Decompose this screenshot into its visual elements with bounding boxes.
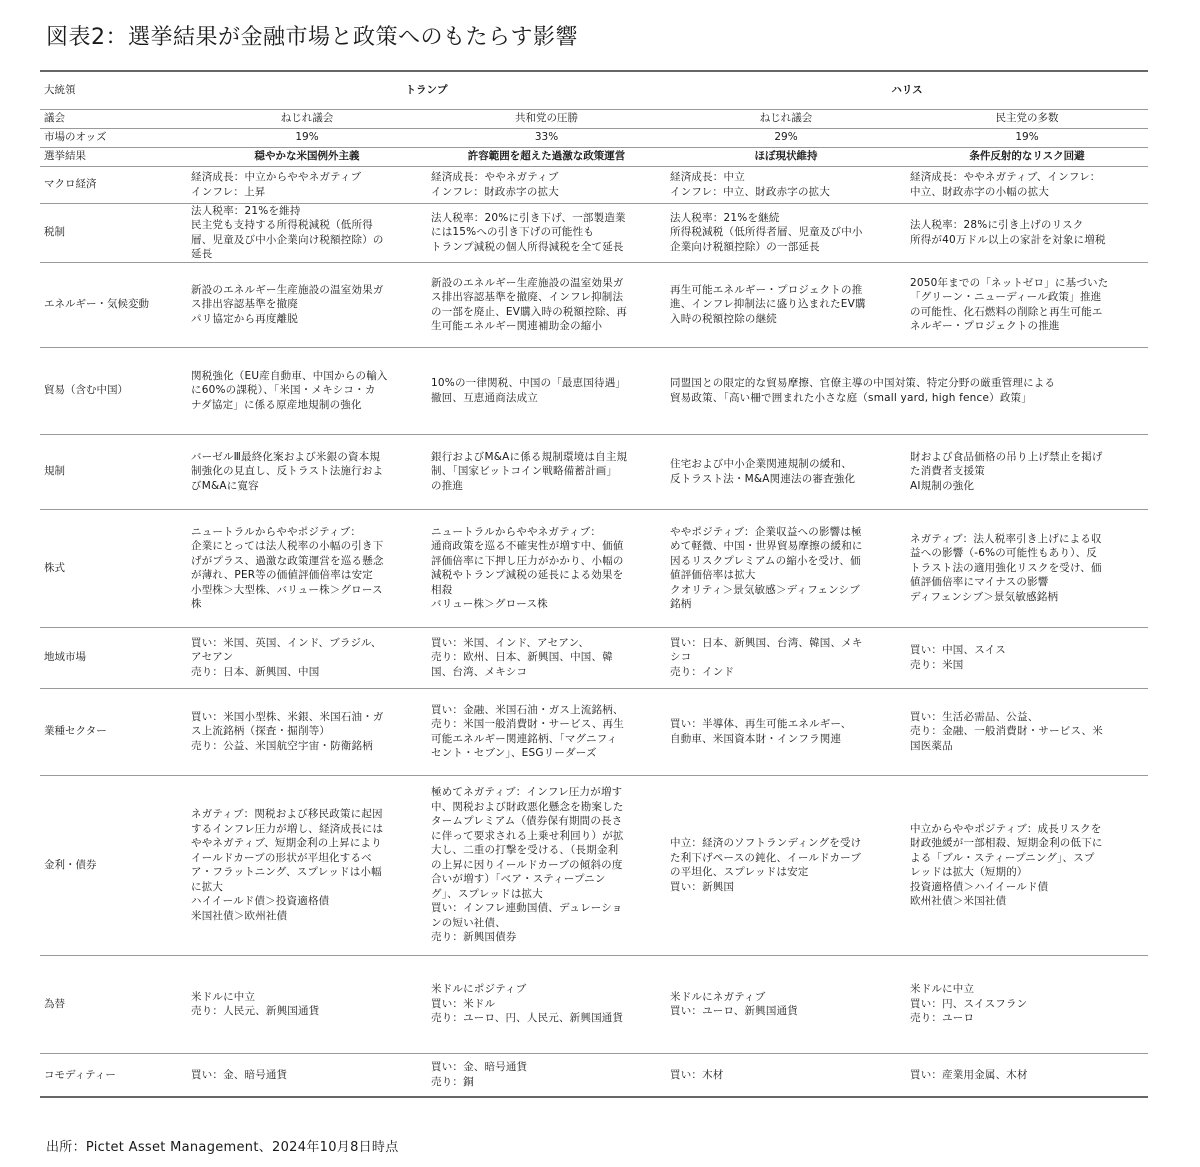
- table-cell: 買い：日本、新興国、台湾、韓国、メキ シコ 売り：インド: [666, 627, 906, 688]
- table-cell: 経済成長：ややネガティブ インフレ：財政赤字の拡大: [427, 166, 666, 203]
- table-cell: 経済成長：ややネガティブ、インフレ： 中立、財政赤字の小幅の拡大: [906, 166, 1148, 203]
- table-row: [40, 262, 1148, 347]
- table-row: [40, 955, 1148, 1053]
- table-cell: 買い：金融、米国石油・ガス上流銘柄、 売り：米国一般消費財・サービス、再生 可能エネルギー関連銘柄、「マグニフィ セント・セブン」、ESGリーダーズ: [427, 688, 666, 775]
- table-cell: 買い：中国、スイス 売り：米国: [906, 627, 1148, 688]
- odds-row: [40, 128, 1148, 147]
- table-row: [40, 166, 1148, 203]
- table-row: [40, 775, 1148, 955]
- table-cell: ネガティブ：法人税率引き上げによる収 益への影響（-6%の可能性もあり）、反 トラスト法の適用強化リスクを受け、価 値評価倍率にマイナスの影響 ディフェンシブ＞景気敏感銘柄: [906, 509, 1148, 627]
- table-cell: 米ドルに中立 買い：円、スイスフラン 売り：ユーロ: [906, 955, 1148, 1053]
- table-cell: 中立：経済のソフトランディングを受け た利下げペースの鈍化、イールドカーブ の平坦化、スプレッドは安定 買い：新興国: [666, 775, 906, 955]
- table-cell: ニュートラルからややネガティブ： 通商政策を巡る不確実性が増す中、価値 評価倍率に下押し圧力がかかり、小幅の 減税やトランプ減税の延長による効果を 相殺 バリュー株＞グロース株: [427, 509, 666, 627]
- table-cell: 新設のエネルギー生産施設の温室効果ガ ス排出容認基準を撤廃、インフレ抑制法 の一部を廃止、EV購入時の税額控除、再 生可能エネルギー関連補助金の縮小: [427, 262, 666, 347]
- table-cell: 法人税率：21%を維持 民主党も支持する所得税減税（低所得 層、児童及び中小企業向け税額控除）の 延長: [187, 203, 427, 262]
- row-label: 貿易（含む中国）: [40, 347, 187, 434]
- source-footer: 出所：Pictet Asset Management、2024年10月8日時点: [46, 1140, 399, 1155]
- row-label: 税制: [40, 203, 187, 262]
- result-label: 選挙結果: [40, 147, 187, 166]
- table-cell: 買い：米国小型株、米銀、米国石油・ガ ス上流銘柄（探査・掘削等） 売り：公益、米国航空宇宙・防衛銘柄: [187, 688, 427, 775]
- congress-cell: ねじれ議会: [187, 109, 427, 128]
- row-label: 金利・債券: [40, 775, 187, 955]
- congress-cell: 民主党の多数: [906, 109, 1148, 128]
- page-title: 図表2：選挙結果が金融市場と政策へのもたらす影響: [46, 25, 578, 50]
- result-row: [40, 147, 1148, 166]
- table-row: [40, 509, 1148, 627]
- table-cell: 買い：米国、インド、アセアン、 売り：欧州、日本、新興国、中国、韓 国、台湾、メキシコ: [427, 627, 666, 688]
- table-cell: 米ドルに中立 売り：人民元、新興国通貨: [187, 955, 427, 1053]
- table-row: [40, 434, 1148, 509]
- odds-cell: 29%: [666, 128, 906, 147]
- table-cell: 再生可能エネルギー・プロジェクトの推 進、インフレ抑制法に盛り込まれたEV購 入時の税額控除の継続: [666, 262, 906, 347]
- table-cell: 10%の一律関税、中国の「最恵国待遇」 撤回、互恵通商法成立: [427, 347, 666, 434]
- table-cell: 中立からややポジティブ：成長リスクを 財政弛緩が一部相殺、短期金利の低下に よる「ブル・スティープニング」、スプ レッドは拡大（短期的） 投資適格債＞ハイイールド債 欧州社債＞米国社債: [906, 775, 1148, 955]
- result-cell: 穏やかな米国例外主義: [187, 147, 427, 166]
- congress-label: 議会: [40, 109, 187, 128]
- row-label: コモディティー: [40, 1053, 187, 1097]
- table-cell: ネガティブ：関税および移民政策に起因 するインフレ圧力が増し、経済成長には ややネガティブ、短期金利の上昇により イールドカーブの形状が平坦化するベ ア・フラットニング、スプレッドは小幅 に拡大 ハイイールド債＞投資適格債 米国社債＞欧州社債: [187, 775, 427, 955]
- result-cell: ほぼ現状維持: [666, 147, 906, 166]
- table-cell: 買い：半導体、再生可能エネルギー、 自動車、米国資本財・インフラ関連: [666, 688, 906, 775]
- harris-header: ハリス: [666, 71, 1148, 109]
- table-row: [40, 347, 1148, 434]
- table-cell: 2050年までの「ネットゼロ」に基づいた 「グリーン・ニューディール政策」推進 の可能性、化石燃料の削除と再生可能エ ネルギー・プロジェクトの推進: [906, 262, 1148, 347]
- table-cell: 住宅および中小企業関連規制の緩和、 反トラスト法・M&A関連法の審査強化: [666, 434, 906, 509]
- congress-row: [40, 109, 1148, 128]
- table-cell: 関税強化（EU産自動車、中国からの輸入 に60%の課税）、「米国・メキシコ・カ ナダ協定」に係る原産地規制の強化: [187, 347, 427, 434]
- election-impact-table: [40, 70, 1148, 1098]
- odds-cell: 19%: [187, 128, 427, 147]
- row-label: 株式: [40, 509, 187, 627]
- odds-label: 市場のオッズ: [40, 128, 187, 147]
- table-cell: 米ドルにポジティブ 買い：米ドル 売り：ユーロ、円、人民元、新興国通貨: [427, 955, 666, 1053]
- row-label: 規制: [40, 434, 187, 509]
- odds-cell: 33%: [427, 128, 666, 147]
- president-row: [40, 71, 1148, 109]
- president-label: 大統領: [40, 71, 187, 109]
- table-cell: ややポジティブ：企業収益への影響は極 めて軽微、中国・世界貿易摩擦の緩和に 因るリスクプレミアムの縮小を受け、価 値評価倍率は拡大 クオリティ＞景気敏感＞ディフェンシブ 銘柄: [666, 509, 906, 627]
- table-cell: 銀行およびM&Aに係る規制環境は自主規 制、「国家ビットコイン戦略備蓄計画」 の推進: [427, 434, 666, 509]
- result-cell: 許容範囲を超えた過激な政策運営: [427, 147, 666, 166]
- result-cell: 条件反射的なリスク回避: [906, 147, 1148, 166]
- table-cell: 米ドルにネガティブ 買い：ユーロ、新興国通貨: [666, 955, 906, 1053]
- table-cell: 極めてネガティブ：インフレ圧力が増す 中、関税および財政悪化懸念を勘案した タームプレミアム（債券保有期間の長さ に伴って要求される上乗せ利回り）が拡 大し、二重の打撃を受ける、（長期金利 の上昇に因りイールドカーブの傾斜の度 合いが増す）「ベア・スティープニン グ」、スプレッドは拡大 買い：インフレ連動国債、デュレーショ ンの短い社債、 売り：新興国債券: [427, 775, 666, 955]
- table-cell: 買い：金、暗号通貨: [187, 1053, 427, 1097]
- table-cell: 法人税率：20%に引き下げ、一部製造業 には15%への引き下げの可能性も トランプ減税の個人所得減税を全て延長: [427, 203, 666, 262]
- row-label: エネルギー・気候変動: [40, 262, 187, 347]
- table-cell: 買い：産業用金属、木材: [906, 1053, 1148, 1097]
- table-cell: ニュートラルからややポジティブ： 企業にとっては法人税率の小幅の引き下 げがプラス、過激な政策運営を巡る懸念 が薄れ、PER等の価値評価倍率は安定 小型株＞大型株、バリュー株＞グロース 株: [187, 509, 427, 627]
- table-cell: 買い：生活必需品、公益、 売り：金融、一般消費財・サービス、米 国医薬品: [906, 688, 1148, 775]
- table-cell: 同盟国との限定的な貿易摩擦、官僚主導の中国対策、特定分野の厳重管理による 貿易政策、「高い柵で囲まれた小さな庭（small yard, high fence）政策」: [666, 347, 1148, 434]
- table-cell: バーゼルⅢ最終化案および米銀の資本規 制強化の見直し、反トラスト法施行およ びM&Aに寛容: [187, 434, 427, 509]
- table-row: [40, 627, 1148, 688]
- table-cell: 経済成長：中立 インフレ：中立、財政赤字の拡大: [666, 166, 906, 203]
- row-label: 為替: [40, 955, 187, 1053]
- table-cell: 買い：木材: [666, 1053, 906, 1097]
- odds-cell: 19%: [906, 128, 1148, 147]
- table-cell: 新設のエネルギー生産施設の温室効果ガ ス排出容認基準を撤廃 パリ協定から再度離脱: [187, 262, 427, 347]
- congress-cell: 共和党の圧勝: [427, 109, 666, 128]
- table-cell: 買い：米国、英国、インド、ブラジル、 アセアン 売り：日本、新興国、中国: [187, 627, 427, 688]
- table-row: [40, 1053, 1148, 1097]
- table-cell: 財および食品価格の吊り上げ禁止を掲げ た消費者支援策 AI規制の強化: [906, 434, 1148, 509]
- table-cell: 経済成長：中立からややネガティブ インフレ：上昇: [187, 166, 427, 203]
- table-cell: 買い：金、暗号通貨 売り：銅: [427, 1053, 666, 1097]
- table-cell: 法人税率：21%を継続 所得税減税（低所得者層、児童及び中小 企業向け税額控除）の一部延長: [666, 203, 906, 262]
- row-label: 業種セクター: [40, 688, 187, 775]
- row-label: マクロ経済: [40, 166, 187, 203]
- congress-cell: ねじれ議会: [666, 109, 906, 128]
- table-row: [40, 203, 1148, 262]
- table-cell: 法人税率：28%に引き上げのリスク 所得が40万ドル以上の家計を対象に増税: [906, 203, 1148, 262]
- row-label: 地域市場: [40, 627, 187, 688]
- trump-header: トランプ: [187, 71, 666, 109]
- table-row: [40, 688, 1148, 775]
